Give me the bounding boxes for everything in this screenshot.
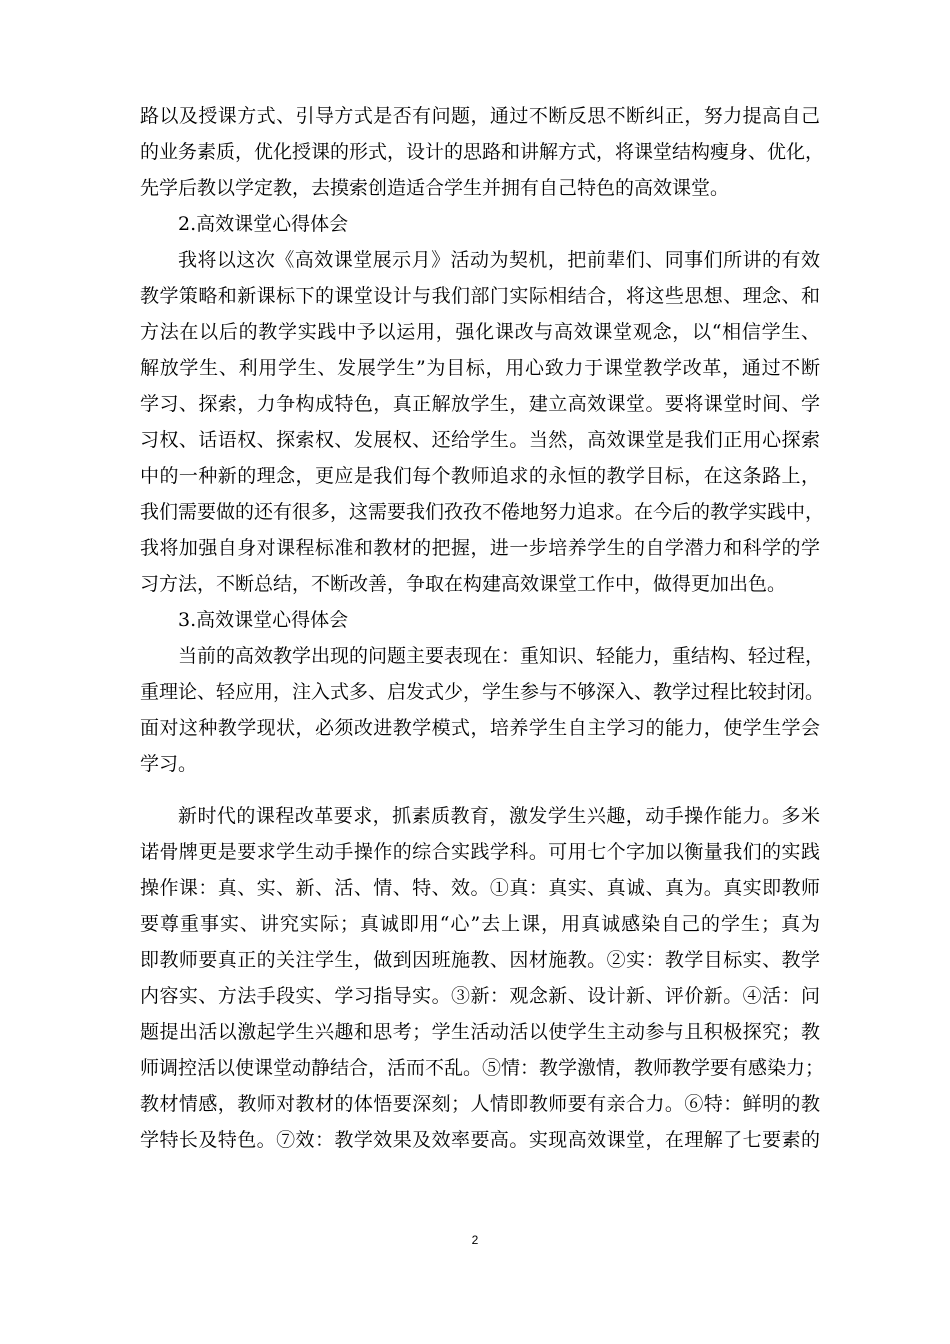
section-heading: 2.高效课堂心得体会 <box>178 213 349 235</box>
text-line: 教材情感，教师对教材的体悟要深刻；人情即教师要有亲合力。⑥特：鲜明的教 <box>140 1093 820 1115</box>
text-line: 习权、话语权、探索权、发展权、还给学生。当然，高效课堂是我们正用心探索 <box>140 429 820 451</box>
text-line: 教学策略和新课标下的课堂设计与我们部门实际相结合，将这些思想、理念、和 <box>140 285 820 307</box>
text-line: 操作课：真、实、新、活、情、特、效。①真：真实、真诚、真为。真实即教师 <box>140 877 820 899</box>
text-line: 新时代的课程改革要求，抓素质教育，激发学生兴趣，动手操作能力。多米 <box>178 805 820 827</box>
text-line: 重理论、轻应用，注入式多、启发式少，学生参与不够深入、教学过程比较封闭。 <box>140 681 825 703</box>
text-line: 诺骨牌更是要求学生动手操作的综合实践学科。可用七个字加以衡量我们的实践 <box>140 841 820 863</box>
text-line: 我将以这次《高效课堂展示月》活动为契机，把前辈们、同事们所讲的有效 <box>178 249 820 271</box>
text-line: 习方法，不断总结，不断改善，争取在构建高效课堂工作中，做得更加出色。 <box>140 573 787 595</box>
text-line: 即教师要真正的关注学生，做到因班施教、因材施教。②实：教学目标实、教学 <box>140 949 820 971</box>
section-heading: 3.高效课堂心得体会 <box>178 609 349 631</box>
text-line: 的业务素质，优化授课的形式，设计的思路和讲解方式，将课堂结构瘦身、优化， <box>140 141 825 163</box>
text-line: 当前的高效教学出现的问题主要表现在：重知识、轻能力，重结构、轻过程， <box>178 645 825 667</box>
text-line: 方法在以后的教学实践中予以运用，强化课改与高效课堂观念，以“相信学生、 <box>140 321 820 343</box>
text-line: 路以及授课方式、引导方式是否有问题，通过不断反思不断纠正，努力提高自己 <box>140 105 820 127</box>
text-line: 解放学生、利用学生、发展学生”为目标，用心致力于课堂教学改革，通过不断 <box>140 357 820 379</box>
text-line: 我将加强自身对课程标准和教材的把握，进一步培养学生的自学潜力和科学的学 <box>140 537 820 559</box>
text-line: 师调控活以使课堂动静结合，活而不乱。⑤情：教学激情，教师教学要有感染力； <box>140 1057 825 1079</box>
text-line: 学习。 <box>140 753 198 775</box>
text-line: 学特长及特色。⑦效：教学效果及效率要高。实现高效课堂，在理解了七要素的 <box>140 1129 820 1151</box>
text-line: 中的一种新的理念，更应是我们每个教师追求的永恒的教学目标，在这条路上， <box>140 465 820 487</box>
text-line: 学习、探索，力争构成特色，真正解放学生，建立高效课堂。要将课堂时间、学 <box>140 393 820 415</box>
text-line: 我们需要做的还有很多，这需要我们孜孜不倦地努力追求。在今后的教学实践中， <box>140 501 825 523</box>
text-line: 要尊重事实、讲究实际；真诚即用“心”去上课，用真诚感染自己的学生；真为 <box>140 913 820 935</box>
text-line: 面对这种教学现状，必须改进教学模式，培养学生自主学习的能力，使学生学会 <box>140 717 820 739</box>
page-number: 2 <box>471 1233 479 1247</box>
text-line: 先学后教以学定教，去摸索创造适合学生并拥有自己特色的高效课堂。 <box>140 177 730 199</box>
text-line: 内容实、方法手段实、学习指导实。③新：观念新、设计新、评价新。④活：问 <box>140 985 820 1007</box>
text-line: 题提出活以激起学生兴趣和思考；学生活动活以使学生主动参与且积极探究；教 <box>140 1021 820 1043</box>
